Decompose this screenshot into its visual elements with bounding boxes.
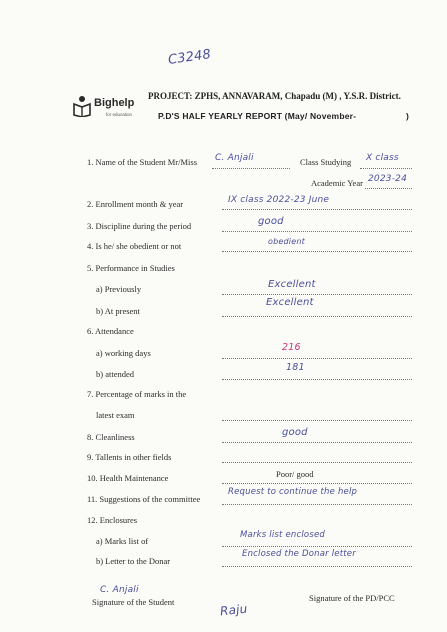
project-line: PROJECT: ZPHS, ANNAVARAM, Chapadu (M) , Y.S.R. District. — [148, 91, 401, 101]
discipline-line — [222, 231, 412, 232]
pd-signature-label: Signature of the PD/PCC — [309, 593, 395, 603]
suggestions-value: Request to continue the help — [228, 487, 358, 497]
student-signature-label: Signature of the Student — [92, 597, 175, 607]
working-days-line — [222, 358, 412, 359]
bighelp-logo — [72, 95, 135, 121]
letter-value: Enclosed the Donar letter — [242, 549, 356, 559]
reference-number: C3248 — [167, 47, 213, 68]
cleanliness-label: 8. Cleanliness — [87, 432, 135, 442]
cleanliness-value: good — [282, 427, 308, 438]
class-label: Class Studying — [300, 157, 352, 167]
working-days-label: a) working days — [96, 348, 151, 358]
attended-label: b) attended — [96, 369, 134, 379]
health-label: 10. Health Maintenance — [87, 473, 169, 483]
attended-line — [222, 379, 412, 380]
marks-list-value: Marks list enclosed — [240, 530, 325, 540]
discipline-label: 3. Discipline during the period — [87, 221, 192, 231]
present-label: b) At present — [96, 306, 140, 316]
previously-label: a) Previously — [96, 284, 142, 294]
health-value: Poor/ good — [276, 469, 314, 479]
present-line — [222, 316, 412, 317]
performance-label: 5. Performance in Studies — [87, 263, 175, 273]
cleanliness-line — [222, 442, 412, 443]
enrollment-value: IX class 2022-23 June — [228, 195, 330, 205]
report-title-close: ) — [406, 111, 410, 121]
obedient-value: obedient — [268, 237, 305, 246]
suggestions-label: 11. Suggestions of the committee — [87, 494, 201, 504]
talents-line — [222, 462, 412, 463]
enrollment-label: 2. Enrollment month & year — [87, 199, 184, 209]
talents-label: 9. Tallents in other fields — [87, 452, 172, 462]
marks-list-line — [222, 546, 412, 547]
obedient-label: 4. Is he/ she obedient or not — [87, 241, 182, 251]
letter-label: b) Letter to the Donar — [96, 556, 171, 566]
book-icon — [72, 95, 92, 117]
latest-exam-label: latest exam — [96, 410, 135, 420]
logo-subtitle: for education — [106, 112, 133, 117]
attendance-label: 6. Attendance — [87, 326, 134, 336]
class-line — [360, 168, 412, 169]
discipline-value: good — [258, 216, 284, 227]
percentage-label: 7. Percentage of marks in the — [87, 389, 187, 399]
pd-signature: Raju — [219, 601, 249, 619]
obedient-line — [222, 251, 412, 252]
name-label: 1. Name of the Student Mr/Miss — [87, 157, 198, 167]
latest-exam-line — [222, 420, 412, 421]
student-signature: C. Anjali — [100, 585, 139, 595]
previously-value: Excellent — [268, 279, 316, 290]
present-value: Excellent — [266, 297, 314, 308]
working-days-value: 216 — [282, 342, 301, 353]
name-value: C. Anjali — [215, 153, 254, 163]
suggestions-line — [222, 504, 412, 505]
enclosures-label: 12. Enclosures — [87, 515, 138, 525]
academic-year-value: 2023-24 — [368, 174, 408, 184]
report-title: P.D'S HALF YEARLY REPORT (May/ November- — [158, 111, 357, 121]
previously-line — [222, 294, 412, 295]
marks-list-label: a) Marks list of — [96, 536, 149, 546]
logo-name: Bighelp — [94, 97, 135, 109]
enrollment-line — [222, 209, 412, 210]
letter-line — [222, 566, 412, 567]
class-value: X class — [366, 153, 399, 163]
name-line — [212, 168, 290, 169]
academic-year-line — [365, 188, 412, 189]
attended-value: 181 — [286, 362, 305, 373]
health-line — [222, 483, 412, 484]
academic-year-label: Academic Year — [311, 178, 363, 188]
